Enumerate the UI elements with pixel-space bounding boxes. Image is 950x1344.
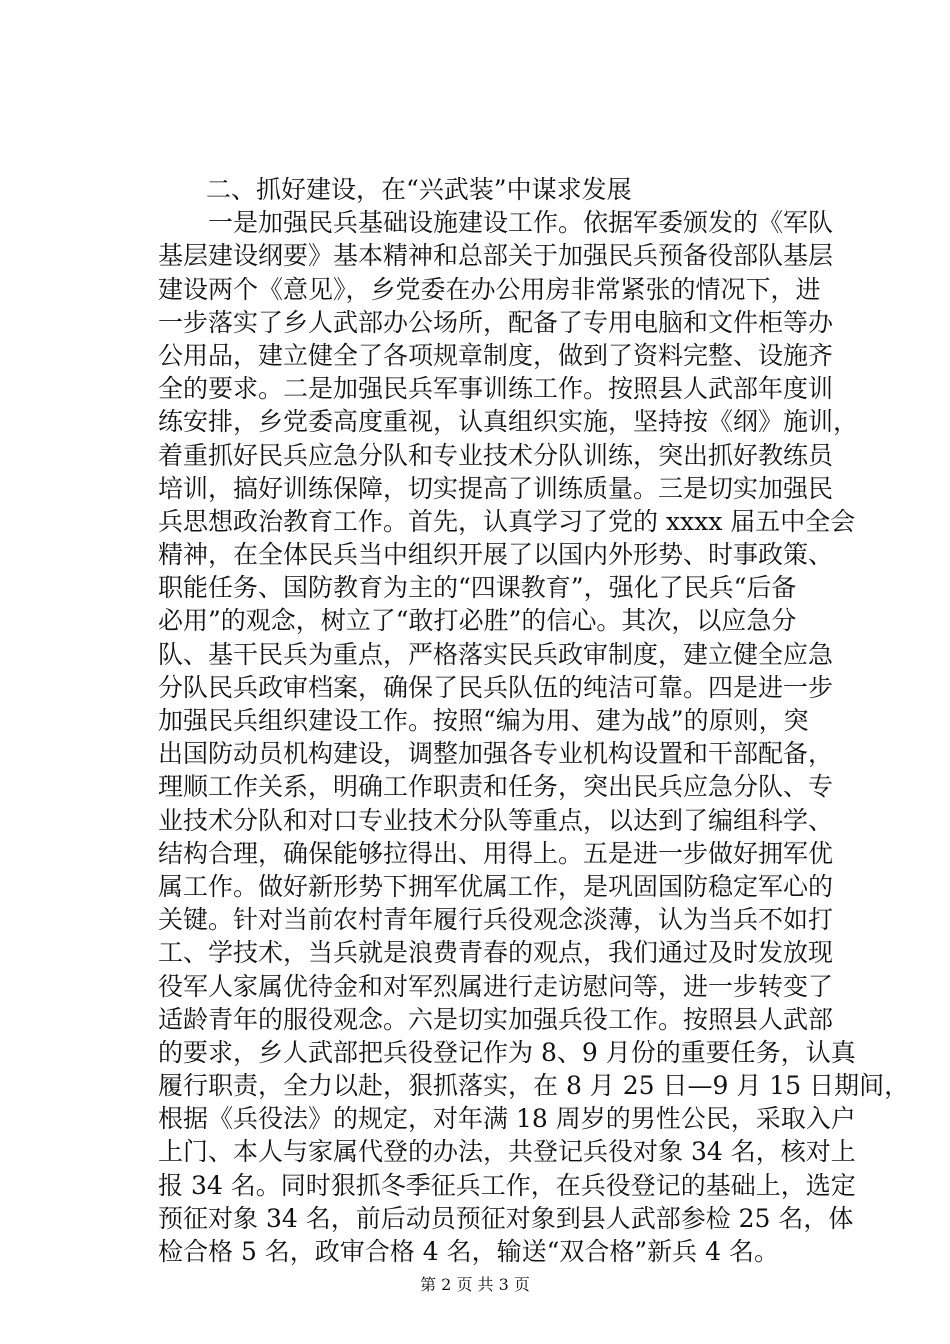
paragraph-line: 建设两个《意见》，乡党委在办公用房非常紧张的情况下，进 bbox=[158, 274, 821, 304]
paragraph-line: 的要求，乡人武部把兵役登记作为 8、9 月份的重要任务，认真 bbox=[158, 1037, 856, 1067]
paragraph-line: 培训，搞好训练保障，切实提高了训练质量。三是切实加强民 bbox=[158, 473, 834, 503]
paragraph-line: 一是加强民兵基础设施建设工作。依据军委颁发的《军队 bbox=[158, 208, 834, 238]
paragraph-line: 预征对象 34 名，前后动员预征对象到县人武部参检 25 名，体 bbox=[158, 1203, 854, 1233]
paragraph bbox=[158, 206, 910, 1268]
paragraph-line: 全的要求。二是加强民兵军事训练工作。按照县人武部年度训 bbox=[158, 374, 834, 404]
paragraph-line: 工、学技术，当兵就是浪费青春的观点，我们通过及时发放现 bbox=[158, 938, 834, 968]
paragraph-line: 精神，在全体民兵当中组织开展了以国内外形势、时事政策、 bbox=[158, 540, 834, 570]
paragraph-line: 加强民兵组织建设工作。按照“编为用、建为战”的原则，突 bbox=[158, 706, 809, 735]
paragraph-line: 根据《兵役法》的规定，对年满 18 周岁的男性公民，采取入户 bbox=[158, 1104, 856, 1134]
paragraph-line: 役军人家属优待金和对军烈属进行走访慰问等，进一步转变了 bbox=[158, 971, 834, 1001]
paragraph-line: 一步落实了乡人武部办公场所，配备了专用电脑和文件柜等办 bbox=[158, 307, 834, 337]
section-heading: 二、抓好建设，在“兴武装”中谋求发展 bbox=[206, 175, 632, 204]
paragraph-line: 履行职责，全力以赴，狠抓落实，在 8 月 25 日—9 月 15 日期间， bbox=[158, 1071, 910, 1101]
paragraph-line: 分队民兵政审档案，确保了民兵队伍的纯洁可靠。四是进一步 bbox=[158, 672, 834, 702]
paragraph-line: 关键。针对当前农村青年履行兵役观念淡薄，认为当兵不如打 bbox=[158, 905, 834, 935]
paragraph-line: 兵思想政治教育工作。首先，认真学习了党的 xxxx 届五中全会 bbox=[158, 506, 856, 536]
paragraph-line: 上门、本人与家属代登的办法，共登记兵役对象 34 名，核对上 bbox=[158, 1137, 856, 1167]
paragraph-line: 理顺工作关系，明确工作职责和任务，突出民兵应急分队、专 bbox=[158, 772, 834, 802]
document-body bbox=[158, 173, 910, 1268]
paragraph-line: 队、基干民兵为重点，严格落实民兵政审制度，建立健全应急 bbox=[158, 639, 834, 669]
page-footer: 第 2 页 共 3 页 bbox=[420, 1275, 530, 1294]
paragraph-line: 练安排，乡党委高度重视，认真组织实施，坚持按《纲》施训， bbox=[158, 407, 859, 437]
paragraph-line: 职能任务、国防教育为主的“四课教育”，强化了民兵“后备 bbox=[158, 573, 797, 603]
paragraph-line: 属工作。做好新形势下拥军优属工作，是巩固国防稳定军心的 bbox=[158, 871, 834, 901]
paragraph-line: 检合格 5 名，政审合格 4 名，输送“双合格”新兵 4 名。 bbox=[158, 1237, 779, 1266]
paragraph-line: 必用”的观念，树立了“敢打必胜”的信心。其次，以应急分 bbox=[158, 606, 797, 636]
paragraph-line: 着重抓好民兵应急分队和专业技术分队训练，突出抓好教练员 bbox=[158, 440, 834, 470]
paragraph-line: 结构合理，确保能够拉得出、用得上。五是进一步做好拥军优 bbox=[158, 838, 834, 868]
paragraph-line: 适龄青年的服役观念。六是切实加强兵役工作。按照县人武部 bbox=[158, 1004, 834, 1034]
paragraph-line: 报 34 名。同时狠抓冬季征兵工作，在兵役登记的基础上，选定 bbox=[158, 1170, 856, 1200]
paragraph-line: 公用品，建立健全了各项规章制度，做到了资料完整、设施齐 bbox=[158, 340, 834, 370]
paragraph-line: 基层建设纲要》基本精神和总部关于加强民兵预备役部队基层 bbox=[158, 241, 834, 271]
paragraph-line: 业技术分队和对口专业技术分队等重点，以达到了编组科学、 bbox=[158, 805, 834, 835]
paragraph-line: 出国防动员机构建设，调整加强各专业机构设置和干部配备， bbox=[158, 739, 834, 769]
